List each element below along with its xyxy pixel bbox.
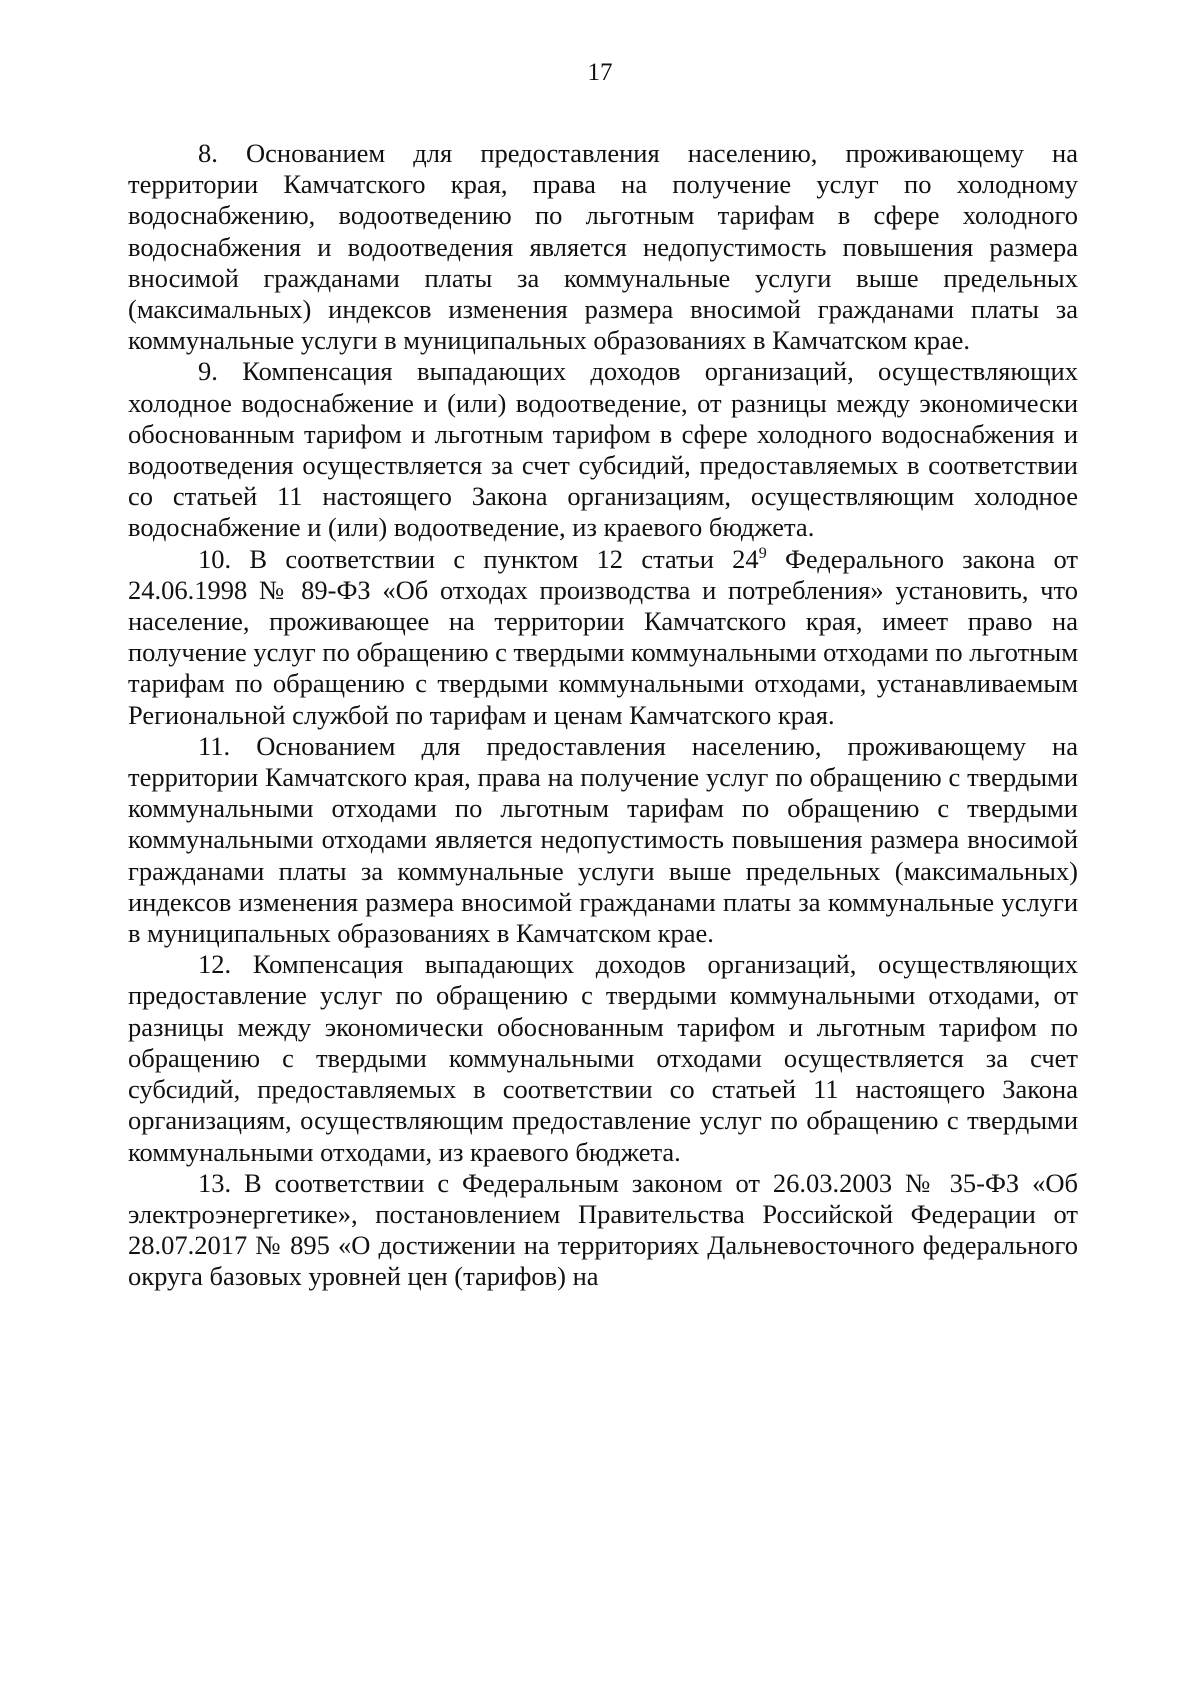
paragraph-10 [128, 544, 1078, 731]
paragraph-9: 9. Компенсация выпадающих доходов организаций, осуществляющих холодное водоснабжение и (или) водоотведение, от разницы между экономически обоснованным тарифом и льготным тарифом в сфере холодного водоснабжения и водоотведения осуществляется за счет субсидий, предоставляемых в соответствии со статьей 11 настоящего Закона организациям, осуществляющим холодное водоснабжение и (или) водоотведение, из краевого бюджета. [128, 356, 1078, 543]
paragraph-11: 11. Основанием для предоставления населению, проживающему на территории Камчатского края, права на получение услуг по обращению с твердыми коммунальными отходами по льготным тарифам по обращению с твердыми коммунальными отходами является недопустимость повышения размера вносимой гражданами платы за коммунальные услуги выше предельных (максимальных) индексов изменения размера вносимой гражданами платы за коммунальные услуги в муниципальных образованиях в Камчатском крае. [128, 730, 1078, 949]
superscript-article-number: 9 [758, 544, 767, 562]
paragraph-13: 13. В соответствии с Федеральным законом от 26.03.2003 № 35-ФЗ «Об электроэнергетике», постановлением Правительства Российской Федерации от 28.07.2017 № 895 «О достижении на территориях Дальневосточного федерального округа базовых уровней цен (тарифов) на [128, 1167, 1078, 1292]
paragraph-10-end: Федерального закона от 24.06.1998 № 89-ФЗ «Об отходах производства и потребления» установить, что население, проживающее на территории Камчатского края, имеет право на получение услуг по обращению с твердыми коммунальными отходами по льготным тарифам по обращению с твердыми коммунальными отходами, устанавливаемым Региональной службой по тарифам и ценам Камчатского края. [128, 543, 1078, 730]
document-body [128, 138, 1078, 1293]
page-number: 17 [587, 59, 613, 86]
paragraph-10-start: 10. В соответствии с пунктом 12 статьи 24 [198, 543, 759, 574]
paragraph-8: 8. Основанием для предоставления населению, проживающему на территории Камчатского края, права на получение услуг по холодному водоснабжению, водоотведению по льготным тарифам в сфере холодного водоснабжения и водоотведения является недопустимость повышения размера вносимой гражданами платы за коммунальные услуги выше предельных (максимальных) индексов изменения размера вносимой гражданами платы за коммунальные услуги в муниципальных образованиях в Камчатском крае. [128, 138, 1078, 356]
paragraph-12: 12. Компенсация выпадающих доходов организаций, осуществляющих предоставление услуг по обращению с твердыми коммунальными отходами, от разницы между экономически обоснованным тарифом и льготным тарифом по обращению с твердыми коммунальными отходами осуществляется за счет субсидий, предоставляемых в соответствии со статьей 11 настоящего Закона организациям, осуществляющим предоставление услуг по обращению с твердыми коммунальными отходами, из краевого бюджета. [128, 949, 1078, 1167]
